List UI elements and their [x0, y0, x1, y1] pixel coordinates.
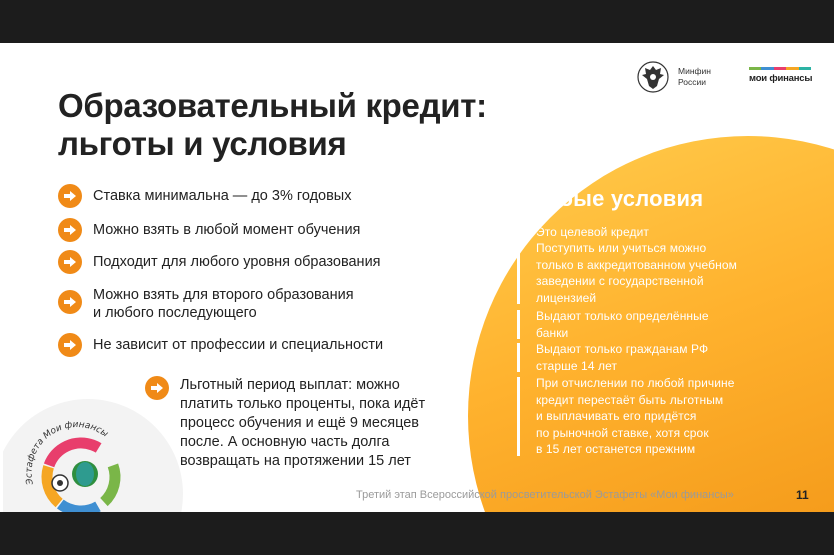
minfin-logo [637, 60, 711, 94]
arrow-right-icon [58, 184, 82, 208]
top-letterbox [0, 0, 834, 43]
page-number: 11 [796, 488, 809, 502]
condition-line: заведении с государственной [536, 274, 704, 288]
relay-logo-icon [3, 389, 183, 512]
condition-line: банки [536, 325, 569, 340]
special-condition-item [517, 224, 649, 241]
eagle-emblem-icon [637, 60, 669, 94]
special-condition-text [536, 224, 649, 241]
bullet-text: Не зависит от профессии и специальности [93, 337, 384, 353]
special-conditions-title: Особые условия [516, 186, 704, 211]
special-condition-text [536, 308, 709, 341]
condition-line: и выплачивать его придётся [536, 409, 697, 423]
bullet-text [93, 286, 354, 322]
grace-period-text [180, 376, 425, 471]
bullet-item [58, 333, 383, 357]
condition-line: в 15 лет останется прежним [536, 442, 696, 456]
minfin-line2: России [678, 77, 707, 87]
footer-text: Третий этап Всероссийской просветительской Эстафеты «Мои финансы» [356, 489, 734, 501]
condition-line: лицензией [536, 290, 597, 305]
condition-line: старше 14 лет [536, 358, 618, 373]
bullet-text: Можно взять в любой момент обучения [93, 222, 361, 238]
bullet-item [58, 250, 381, 274]
item-bar [517, 226, 520, 239]
item-bar [517, 377, 520, 456]
title-line1: Образовательный кредит: [58, 87, 487, 124]
moi-finansy-logo [749, 67, 812, 84]
minfin-line1: Минфин [678, 66, 711, 76]
special-condition-item [517, 375, 735, 458]
condition-line: Выдают только определённые [536, 309, 709, 323]
grace-line: после. А основную часть долга [180, 434, 390, 450]
page-title [58, 87, 487, 163]
grace-line: возвращать на протяжении 15 лет [180, 453, 411, 469]
grace-line: Льготный период выплат: можно [180, 377, 400, 393]
grace-period-item [145, 376, 425, 471]
arrow-right-icon [58, 333, 82, 357]
bullet-item [58, 286, 354, 322]
minfin-text [678, 66, 711, 88]
arrow-right-icon [58, 218, 82, 242]
condition-line: Это целевой кредит [536, 225, 649, 239]
special-condition-text [536, 375, 735, 458]
special-condition-item [517, 240, 737, 306]
item-bar [517, 310, 520, 339]
bullet-line: Можно взять для второго образования [93, 287, 354, 303]
grace-line: процесс обучения и ещё 9 месяцев [180, 415, 419, 431]
condition-line: При отчислении по любой причине [536, 376, 735, 390]
arrow-right-icon [58, 290, 82, 314]
condition-line: Поступить или учиться можно [536, 241, 707, 255]
bottom-letterbox [0, 512, 834, 555]
arrow-right-icon [58, 250, 82, 274]
moi-finansy-text: мои финансы [749, 73, 813, 84]
bullet-item [58, 184, 351, 208]
special-condition-text [536, 240, 737, 306]
condition-line: только в аккредитованном учебном [536, 257, 737, 272]
special-condition-item [517, 341, 708, 374]
condition-line: по рыночной ставке, хотя срок [536, 425, 709, 440]
special-condition-item [517, 308, 709, 341]
bullet-line: и любого последующего [93, 305, 257, 321]
special-condition-text [536, 341, 708, 374]
logo-stripes [749, 67, 811, 70]
title-line2: льготы и условия [58, 125, 347, 162]
slide [0, 43, 834, 512]
bullet-text: Подходит для любого уровня образования [93, 254, 381, 270]
condition-line: кредит перестаёт быть льготным [536, 392, 724, 407]
relay-logo-text: Эстафета Мои финансы [24, 419, 110, 486]
condition-line: Выдают только гражданам РФ [536, 342, 709, 356]
bullet-text: Ставка минимальна — до 3% годовых [93, 188, 352, 204]
grace-line: платить только проценты, пока идёт [180, 396, 426, 412]
bullet-item [58, 218, 360, 242]
item-bar [517, 242, 520, 304]
item-bar [517, 343, 520, 372]
